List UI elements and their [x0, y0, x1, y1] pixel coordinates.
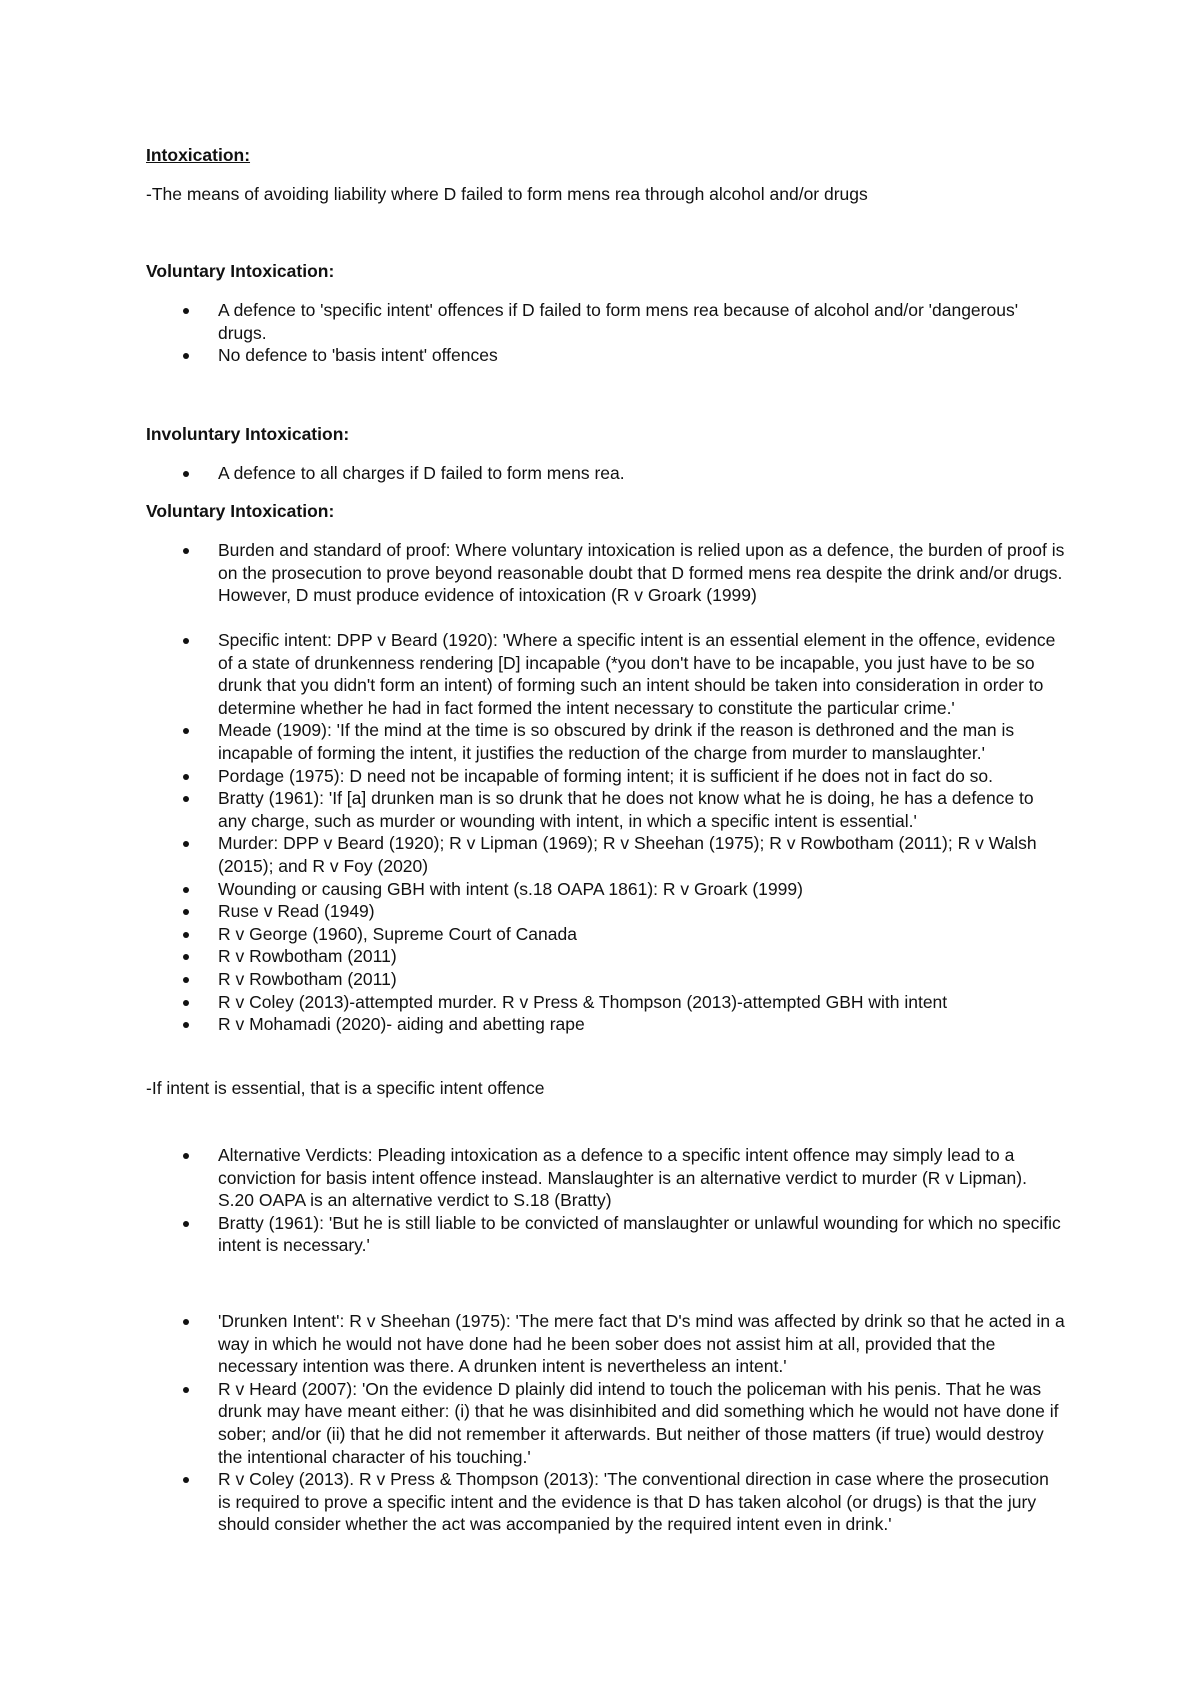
drunken-intent-list — [146, 1310, 1066, 1536]
list-item: R v Coley (2013)-attempted murder. R v Press & Thompson (2013)-attempted GBH with intent — [146, 991, 1066, 1014]
intro-text: -The means of avoiding liability where D failed to form mens rea through alcohol and/or drugs — [146, 184, 868, 204]
list-item: Ruse v Read (1949) — [146, 900, 1066, 923]
list-item: Meade (1909): 'If the mind at the time is so obscured by drink if the reason is dethroned and the man is incapable of forming the intent, it justifies the reduction of the charge from murder to manslaughter.' — [146, 719, 1066, 764]
voluntary-heading: Voluntary Intoxication: — [146, 261, 335, 281]
specific-intent-list — [146, 629, 1066, 1036]
involuntary-list — [146, 462, 1066, 485]
list-item: Bratty (1961): 'But he is still liable to be convicted of manslaughter or unlawful wounding for which no specific intent is necessary.' — [146, 1212, 1066, 1257]
list-item: Bratty (1961): 'If [a] drunken man is so drunk that he does not know what he is doing, he has a defence to any charge, such as murder or wounding with intent, in which a specific intent is essential.' — [146, 787, 1066, 832]
list-item: Pordage (1975): D need not be incapable of forming intent; it is sufficient if he does not in fact do so. — [146, 765, 1066, 788]
list-item: R v George (1960), Supreme Court of Canada — [146, 923, 1066, 946]
list-item: Specific intent: DPP v Beard (1920): 'Where a specific intent is an essential element in the offence, evidence of a state of drunkenness rendering [D] incapable (*you don't have to be incapable, you just have to be so drunk that you didn't form an intent) of forming such an intent should be taken into consideration in order to determine whether he had in fact formed the intent necessary to constitute the particular crime.' — [146, 629, 1066, 719]
involuntary-heading: Involuntary Intoxication: — [146, 424, 350, 444]
list-item: R v Heard (2007): 'On the evidence D plainly did intend to touch the policeman with his penis. That he was drunk may have meant either: (i) that he was disinhibited and did something which he would not have done if sober; and/or (ii) that he did not remember it afterwards. But neither of those matters (if true) would destroy the intentional character of his touching.' — [146, 1378, 1066, 1468]
list-item: R v Coley (2013). R v Press & Thompson (2013): 'The conventional direction in case where the prosecution is required to prove a specific intent and the evidence is that D has taken alcohol (or drugs) is that the jury should consider whether the act was accompanied by the required intent even in drink.' — [146, 1468, 1066, 1536]
list-item: A defence to all charges if D failed to form mens rea. — [146, 462, 1066, 485]
document-title: Intoxication: — [146, 145, 251, 165]
list-item: A defence to 'specific intent' offences if D failed to form mens rea because of alcohol and/or 'dangerous' drugs. — [146, 299, 1066, 344]
list-item: Alternative Verdicts: Pleading intoxication as a defence to a specific intent offence may simply lead to a conviction for basis intent offence instead. Manslaughter is an alternative verdict to murder (R v Lipman). S.20 OAPA is an alternative verdict to S.18 (Bratty) — [146, 1144, 1066, 1212]
voluntary-list — [146, 299, 1066, 367]
list-item: R v Rowbotham (2011) — [146, 968, 1066, 991]
list-item: Murder: DPP v Beard (1920); R v Lipman (1969); R v Sheehan (1975); R v Rowbotham (2011); R v Walsh (2015); and R v Foy (2020) — [146, 832, 1066, 877]
list-item: R v Mohamadi (2020)- aiding and abetting rape — [146, 1013, 1066, 1036]
alternative-verdicts-list — [146, 1144, 1066, 1257]
list-item: R v Rowbotham (2011) — [146, 945, 1066, 968]
list-item: Wounding or causing GBH with intent (s.18 OAPA 1861): R v Groark (1999) — [146, 878, 1066, 901]
list-item: 'Drunken Intent': R v Sheehan (1975): 'The mere fact that D's mind was affected by drink so that he acted in a way in which he would not have done had he been sober does not assist him at all, provided that the necessary intention was there. A drunken intent is nevertheless an intent.' — [146, 1310, 1066, 1378]
list-item: Burden and standard of proof: Where voluntary intoxication is relied upon as a defence, the burden of proof is on the prosecution to prove beyond reasonable doubt that D formed mens rea despite the drink and/or drugs. However, D must produce evidence of intoxication (R v Groark (1999) — [146, 539, 1066, 607]
burden-list — [146, 539, 1066, 607]
list-item: No defence to 'basis intent' offences — [146, 344, 1066, 367]
specific-intent-note: -If intent is essential, that is a specific intent offence — [146, 1078, 545, 1098]
voluntary-heading-2: Voluntary Intoxication: — [146, 501, 335, 521]
